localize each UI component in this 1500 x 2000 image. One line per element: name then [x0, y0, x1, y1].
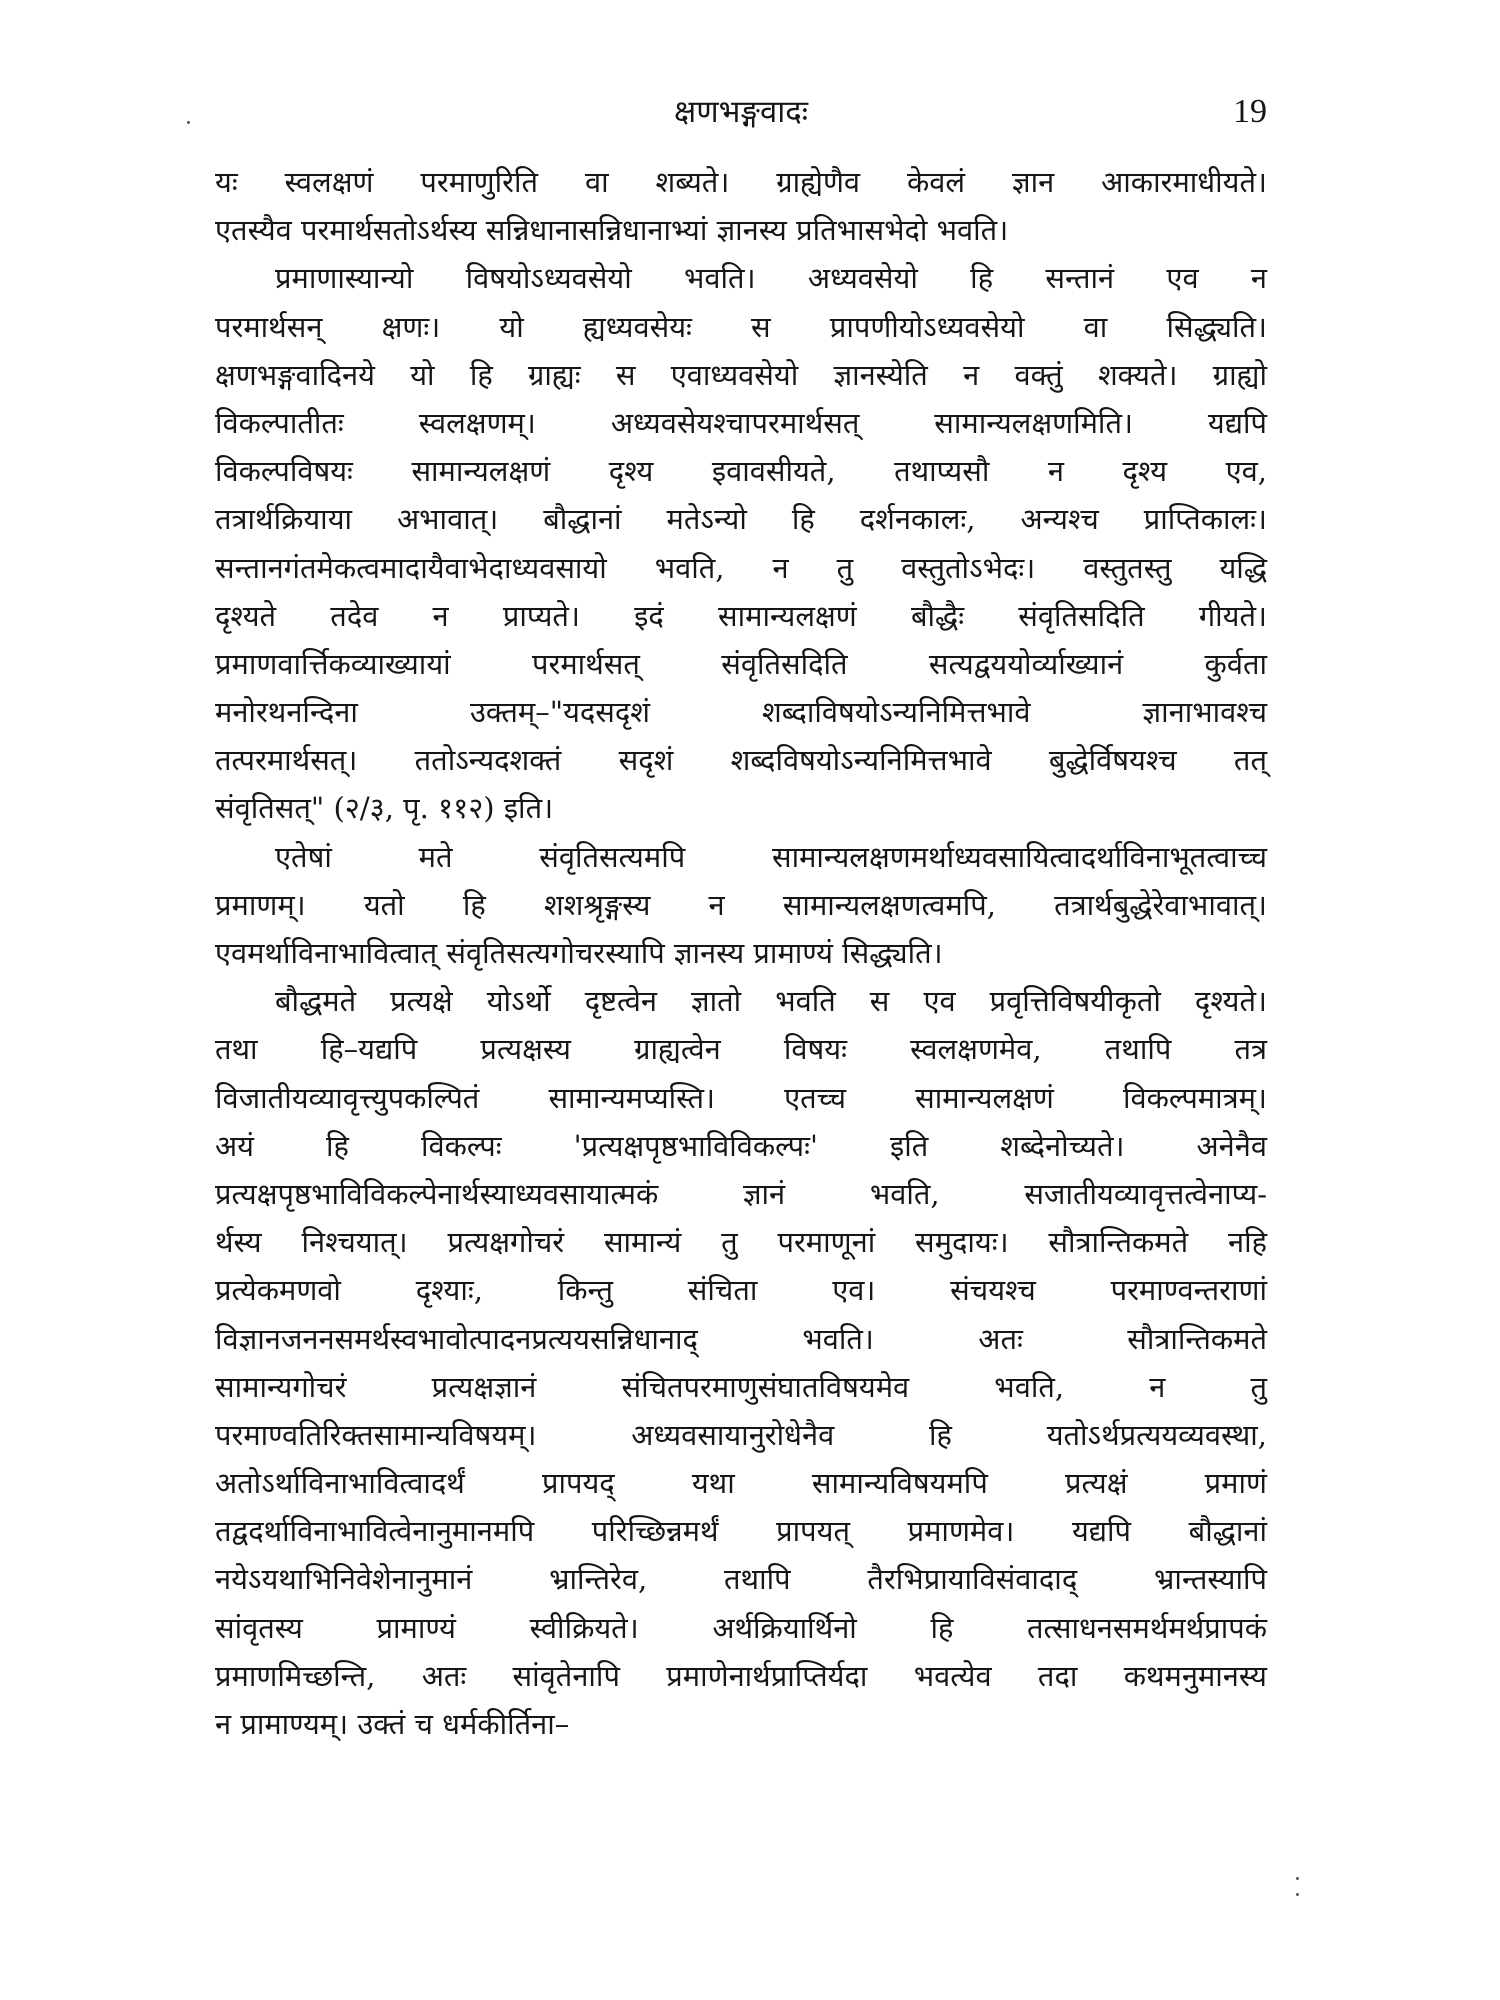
scan-speck — [1296, 1877, 1299, 1880]
text-line: बौद्धमते प्रत्यक्षे योऽर्थो दृष्टत्वेन ज्ञातो भवति स एव प्रवृत्तिविषयीकृतो दृश्यते। — [275, 984, 1267, 1019]
text-line: एवमर्थाविनाभावित्वात् संवृतिसत्यगोचरस्यापि ज्ञानस्य प्रामाण्यं सिद्ध्यति। — [215, 936, 943, 970]
text-line: सामान्यगोचरं प्रत्यक्षज्ञानं संचितपरमाणुसंघातविषयमेव भवति, न तु — [215, 1369, 1267, 1404]
scan-speck — [1296, 1893, 1299, 1896]
text-line: नयेऽयथाभिनिवेशेनानुमानं भ्रान्तिरेव, तथापि तैरभिप्रायाविसंवादाद् भ्रान्तस्यापि — [215, 1562, 1267, 1597]
text-line: संवृतिसत्" (२/३, पृ. ११२) इति। — [215, 791, 554, 826]
text-line: विकल्पविषयः सामान्यलक्षणं दृश्य इवावसीयते, तथाप्यसौ न दृश्य एव, — [215, 454, 1267, 489]
body-text — [215, 158, 1267, 1748]
text-line: परमाण्वतिरिक्तसामान्यविषयम्। अध्यवसायानुरोधेनैव हि यतोऽर्थप्रत्ययव्यवस्था, — [215, 1417, 1267, 1452]
running-title: क्षणभङ्गवादः — [673, 94, 809, 130]
text-line: विकल्पातीतः स्वलक्षणम्। अध्यवसेयश्चापरमार्थसत् सामान्यलक्षणमिति। यद्यपि — [215, 405, 1267, 440]
text-line: प्रमाणमिच्छन्ति, अतः सांवृतेनापि प्रमाणेनार्थप्राप्तिर्यदा भवत्येव तदा कथमनुमानस्य — [215, 1658, 1267, 1693]
text-line: तत्रार्थक्रियाया अभावात्। बौद्धानां मतेऽन्यो हि दर्शनकालः, अन्यश्च प्राप्तिकालः। — [215, 502, 1267, 537]
text-line: एतेषां मते संवृतिसत्यमपि सामान्यलक्षणमर्थाध्यवसायित्वादर्थाविनाभूतत्वाच्च — [275, 839, 1267, 874]
text-line: दृश्यते तदेव न प्राप्यते। इदं सामान्यलक्षणं बौद्धैः संवृतिसदिति गीयते। — [215, 598, 1267, 633]
running-head — [215, 92, 1267, 142]
text-line: र्थस्य निश्चयात्। प्रत्यक्षगोचरं सामान्यं तु परमाणूनां समुदायः। सौत्रान्तिकमते नहि — [215, 1225, 1267, 1260]
text-line: विज्ञानजननसमर्थस्वभावोत्पादनप्रत्ययसन्निधानाद् भवति। अतः सौत्रान्तिकमते — [215, 1321, 1267, 1356]
text-line: न प्रामाण्यम्। उक्तं च धर्मकीर्तिना– — [215, 1707, 570, 1741]
text-line: प्रमाणवार्त्तिकव्याख्यायां परमार्थसत् संवृतिसदिति सत्यद्वययोर्व्याख्यानं कुर्वता — [215, 646, 1267, 681]
scan-speck — [187, 121, 190, 124]
text-line: एतस्यैव परमार्थसतोऽर्थस्य सन्निधानासन्निधानाभ्यां ज्ञानस्य प्रतिभासभेदो भवति। — [215, 213, 1009, 248]
text-line: प्रमाणास्यान्यो विषयोऽध्यवसेयो भवति। अध्यवसेयो हि सन्तानं एव न — [275, 261, 1267, 296]
text-line: विजातीयव्यावृत्त्युपकल्पितं सामान्यमप्यस्ति। एतच्च सामान्यलक्षणं विकल्पमात्रम्। — [215, 1080, 1267, 1115]
text-line: परमार्थसन् क्षणः। यो ह्यध्यवसेयः स प्रापणीयोऽध्यवसेयो वा सिद्ध्यति। — [215, 309, 1267, 344]
text-line: तत्परमार्थसत्। ततोऽन्यदशक्तं सदृशं शब्दविषयोऽन्यनिमित्तभावे बुद्धेर्विषयश्च तत् — [215, 743, 1267, 778]
page-number: 19 — [1233, 93, 1267, 130]
text-line: मनोरथनन्दिना उक्तम्–"यदसदृशं शब्दाविषयोऽन्यनिमित्तभावे ज्ञानाभावश्च — [215, 695, 1267, 730]
text-line: प्रमाणम्। यतो हि शशश्रृङ्गस्य न सामान्यलक्षणत्वमपि, तत्रार्थबुद्धेरेवाभावात्। — [215, 887, 1267, 922]
text-line: सन्तानगंतमेकत्वमादायैवाभेदाध्यवसायो भवति, न तु वस्तुतोऽभेदः। वस्तुतस्तु यद्धि — [215, 550, 1267, 585]
text-line: अयं हि विकल्पः 'प्रत्यक्षपृष्ठभाविविकल्पः' इति शब्देनोच्यते। अनेनैव — [215, 1128, 1267, 1163]
text-line: प्रत्येकमणवो दृश्याः, किन्तु संचिता एव। संचयश्च परमाण्वन्तराणां — [215, 1273, 1267, 1308]
text-line: यः स्वलक्षणं परमाणुरिति वा शब्यते। ग्राह्येणैव केवलं ज्ञान आकारमाधीयते। — [215, 165, 1267, 199]
text-line: क्षणभङ्गवादिनये यो हि ग्राह्यः स एवाध्यवसेयो ज्ञानस्येति न वक्तुं शक्यते। ग्राह्यो — [215, 357, 1267, 392]
text-line: तद्वदर्थाविनाभावित्वेनानुमानमपि परिच्छिन्नमर्थं प्रापयत् प्रमाणमेव। यद्यपि बौद्धानां — [215, 1514, 1267, 1549]
text-line: अतोऽर्थाविनाभावित्वादर्थं प्रापयद् यथा सामान्यविषयमपि प्रत्यक्षं प्रमाणं — [215, 1466, 1267, 1501]
text-line: तथा हि–यद्यपि प्रत्यक्षस्य ग्राह्यत्वेन विषयः स्वलक्षणमेव, तथापि तत्र — [215, 1032, 1267, 1067]
text-line: प्रत्यक्षपृष्ठभाविविकल्पेनार्थस्याध्यवसायात्मकं ज्ञानं भवति, सजातीयव्यावृत्तत्वेनाप्य- — [215, 1176, 1267, 1211]
text-line: सांवृतस्य प्रामाण्यं स्वीक्रियते। अर्थक्रियार्थिनो हि तत्साधनसमर्थमर्थप्रापकं — [215, 1610, 1267, 1645]
